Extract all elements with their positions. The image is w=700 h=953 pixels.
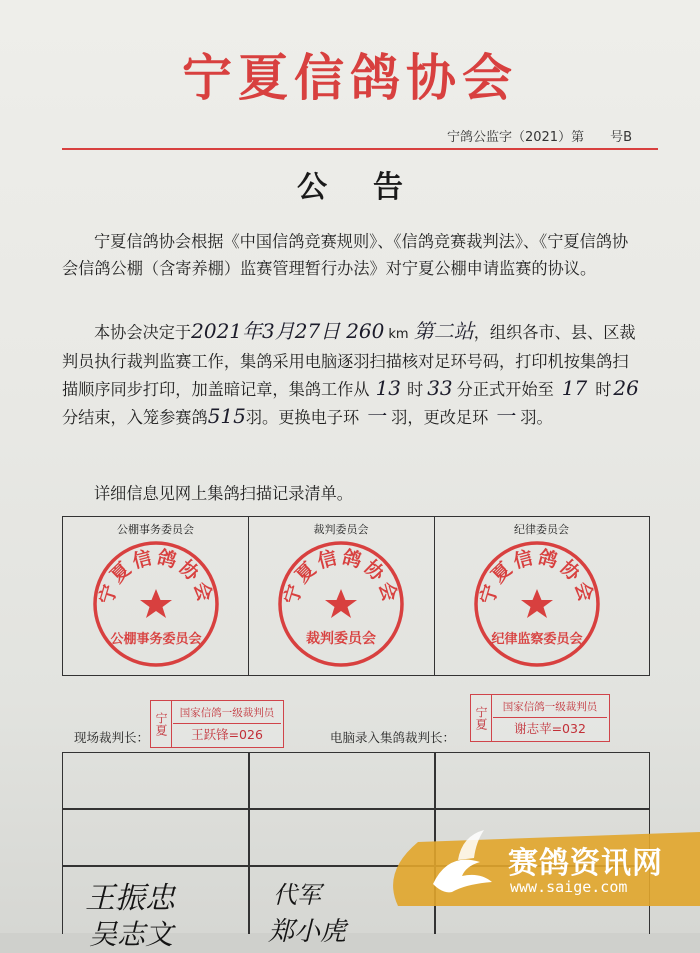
committee-seal-2 xyxy=(276,539,406,669)
hour-unit-1: 时 xyxy=(407,380,424,399)
seal-star-3 xyxy=(521,589,553,618)
watermark-site-name: 赛鸽资讯网 xyxy=(508,846,663,881)
onsite-judge-label: 现场裁判长： xyxy=(74,730,150,745)
seal-star-1 xyxy=(140,589,172,618)
paragraph-details-text: 详细信息见网上集鸽扫描记录清单。 xyxy=(94,484,353,503)
paragraph-basis xyxy=(62,228,642,282)
committee-title-2: 裁判委员会 xyxy=(313,523,369,536)
onsite-stamp-region: 宁夏 xyxy=(151,701,172,747)
start-minute: 33 xyxy=(427,376,453,400)
handwritten-distance: 260 xyxy=(346,319,385,343)
decision-start-end: 分正式开始至 xyxy=(456,380,554,399)
decision-modify: 羽，更改足环 xyxy=(391,408,489,427)
committee-cell-2 xyxy=(248,517,435,675)
hour-unit-2: 时 xyxy=(595,380,612,399)
seal-3-bottom-text: 纪律监察委员会 xyxy=(491,632,583,647)
sig-table-line-1 xyxy=(63,808,649,810)
committee-cell-3 xyxy=(434,517,649,675)
seal-star-2 xyxy=(325,589,357,618)
paragraph-decision xyxy=(62,318,642,431)
signature-4: 郑小虎 xyxy=(268,917,347,947)
decision-end-text: 分结束，入笼参赛鸽 xyxy=(62,408,208,427)
decision-end: 羽。 xyxy=(520,408,553,427)
computer-stamp-region: 宁夏 xyxy=(471,695,492,741)
document-number: 宁鸽公监字（2021）第 号B xyxy=(446,130,632,145)
start-hour: 13 xyxy=(375,376,402,400)
modify-count: 一 xyxy=(494,404,515,428)
committee-cell-1 xyxy=(63,517,249,675)
decision-body: ，组织各市、县、区裁判员执行裁判监赛工作，集鸽采用电脑逐羽扫描核对足环号码，打印机按集鸽扫描顺序同步打印，加盖暗记章，集鸽工作从 xyxy=(62,323,636,399)
handwritten-stage: 第二站 xyxy=(413,319,474,343)
sig-table-col-1 xyxy=(248,753,250,934)
red-divider xyxy=(62,148,658,150)
paragraph-basis-text: 宁夏信鸽协会根据《中国信鸽竞赛规则》、《信鸽竞赛裁判法》、《宁夏信鸽协会信鸽公棚（含寄养棚）监赛管理暂行办法》对宁夏公棚申请监赛的协议。 xyxy=(62,232,629,278)
onsite-judge-name: 王跃锋=026 xyxy=(191,727,263,742)
computer-judge-name: 谢志苹=032 xyxy=(514,721,586,736)
notice-heading: 公告 xyxy=(297,170,449,205)
onsite-stamp-title: 国家信鸽一级裁判员 xyxy=(173,703,281,724)
computer-judge-label: 电脑录入集鸽裁判长： xyxy=(330,730,456,745)
seal-1-top-text: 宁夏信鸽协会 xyxy=(95,546,217,607)
seal-1-bottom-text: 公棚事务委员会 xyxy=(110,632,202,647)
computer-stamp-title: 国家信鸽一级裁判员 xyxy=(493,697,607,718)
seal-2-bottom-text: 裁判委员会 xyxy=(306,631,376,647)
committee-title-3: 纪律委员会 xyxy=(514,523,569,536)
signature-2: 代军 xyxy=(273,881,321,909)
end-hour: 17 xyxy=(561,376,588,400)
seal-2-top-text: 宁夏信鸽协会 xyxy=(280,546,402,607)
end-minute: 26 xyxy=(613,376,639,400)
replace-count: 一 xyxy=(365,404,386,428)
committee-seal-1 xyxy=(91,539,221,669)
watermark-url: www.saige.com xyxy=(510,878,628,896)
distance-unit: km xyxy=(388,327,409,342)
onsite-judge-stamp xyxy=(150,700,284,748)
committee-stamp-table xyxy=(62,516,650,676)
org-title: 宁夏信鸽协会 xyxy=(182,49,518,107)
decision-replace: 羽。更换电子环 xyxy=(245,408,360,427)
committee-seal-3 xyxy=(472,539,602,669)
signature-1: 王振忠 xyxy=(85,881,175,916)
seal-3-top-text: 宁夏信鸽协会 xyxy=(476,546,598,607)
signature-3: 吴志文 xyxy=(89,918,174,951)
pigeon-count: 515 xyxy=(207,404,246,428)
decision-intro: 本协会决定于 xyxy=(94,323,192,342)
handwritten-date: 2021年3月27日 xyxy=(191,319,341,343)
computer-judge-stamp xyxy=(470,694,610,742)
site-watermark xyxy=(388,832,700,906)
paragraph-details xyxy=(62,480,642,507)
committee-title-1: 公棚事务委员会 xyxy=(117,523,194,536)
